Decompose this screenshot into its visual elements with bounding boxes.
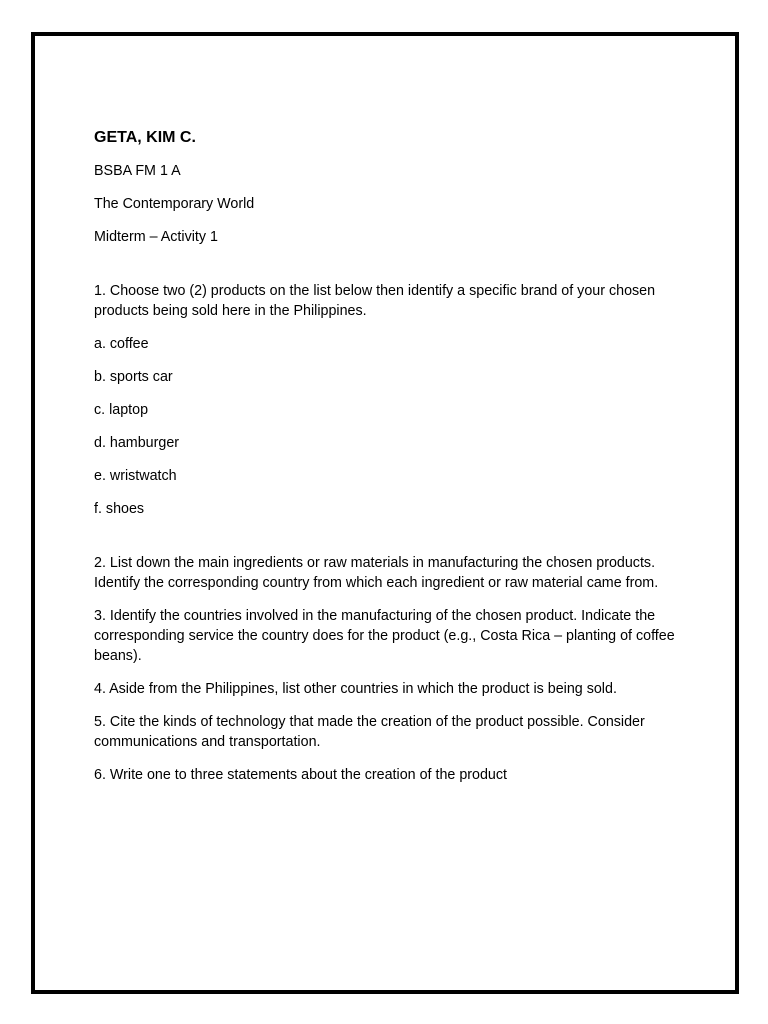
- option-item: f. shoes: [94, 501, 145, 517]
- subject-title: The Contemporary World: [94, 196, 255, 212]
- question-4: 4. Aside from the Philippines, list other countries in which the product is being sold.: [94, 681, 617, 697]
- option-item: b. sports car: [94, 369, 173, 385]
- spacer: [94, 532, 684, 553]
- question-6: 6. Write one to three statements about the creation of the product: [94, 767, 508, 783]
- student-name: GETA, KIM C.: [94, 129, 196, 146]
- option-item: d. hamburger: [94, 435, 180, 451]
- question-1: 1. Choose two (2) products on the list below then identify a specific brand of your chosen products being sold here in the Philippines.: [94, 283, 656, 319]
- student-section: BSBA FM 1 A: [94, 163, 181, 179]
- activity-title: Midterm – Activity 1: [94, 229, 218, 245]
- question-3: 3. Identify the countries involved in the manufacturing of the chosen product. Indicate the corresponding service the country does for the product (e.g., Costa Rica – planting of coffee beans).: [94, 608, 675, 664]
- document-content: [94, 96, 684, 798]
- option-item: c. laptop: [94, 402, 149, 418]
- document-page: [31, 32, 739, 994]
- question-5: 5. Cite the kinds of technology that made the creation of the product possible. Consider communications and transportation.: [94, 714, 645, 750]
- option-item: a. coffee: [94, 336, 149, 352]
- question-2: 2. List down the main ingredients or raw materials in manufacturing the chosen products. Identify the corresponding country from which each ingredient or raw material came from.: [94, 555, 659, 591]
- spacer: [94, 260, 684, 281]
- option-item: e. wristwatch: [94, 468, 177, 484]
